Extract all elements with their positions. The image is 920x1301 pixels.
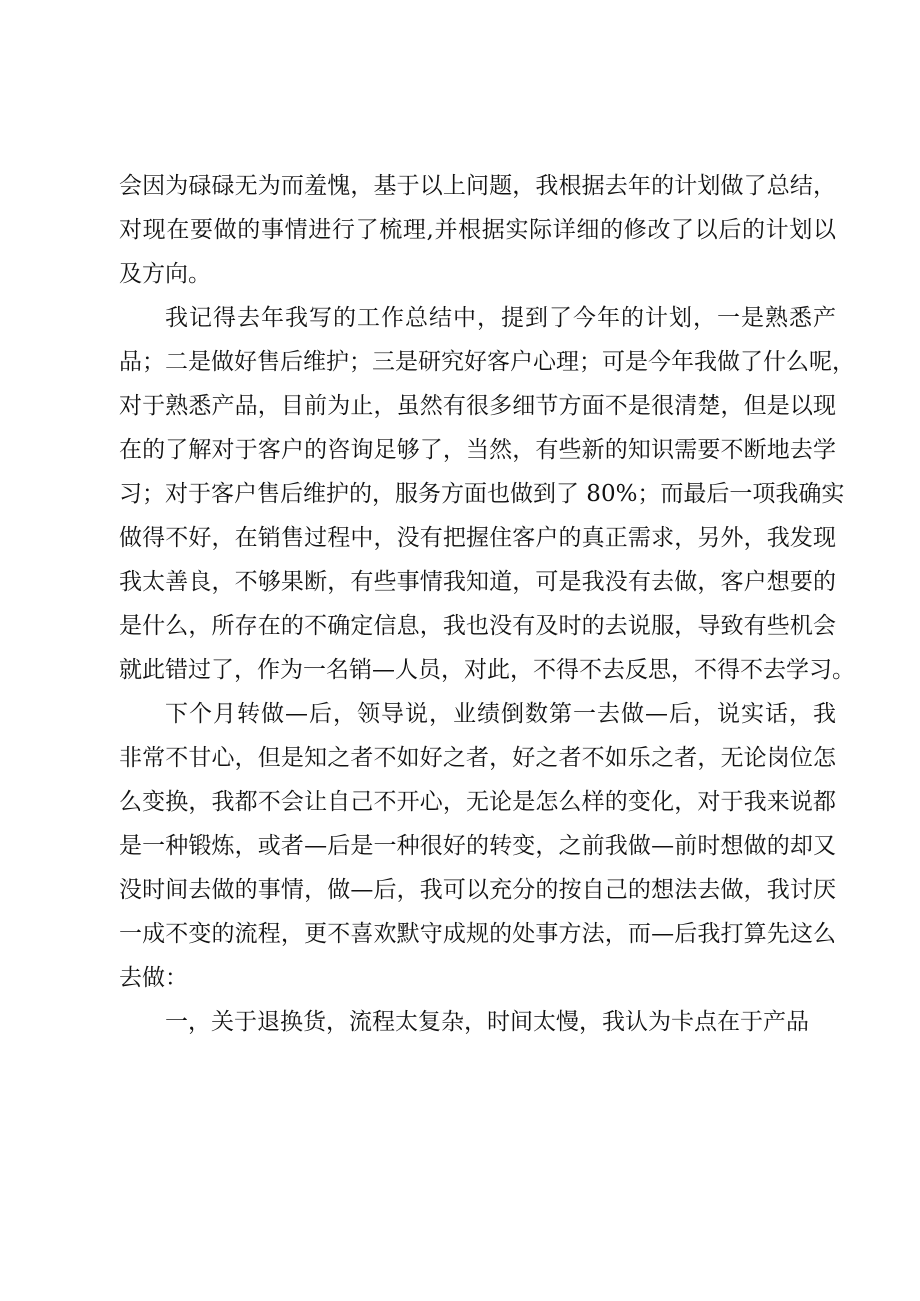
text-line: 对于熟悉产品，目前为止，虽然有很多细节方面不是很清楚，但是以现 (119, 393, 836, 419)
paragraph (119, 164, 836, 296)
text-line: 就此错过了，作为一名销—人员，对此，不得不去反思，不得不去学习。 (119, 657, 855, 683)
text-line: 是一种锻炼，或者—后是一种很好的转变，之前我做—前时想做的却又 (119, 833, 836, 859)
text-line: 我太善良，不够果断，有些事情我知道，可是我没有去做，客户想要的 (119, 569, 836, 595)
text-line: 是什么，所存在的不确定信息，我也没有及时的去说服，导致有些机会 (119, 613, 836, 639)
text-line: 对现在要做的事情进行了梳理,并根据实际详细的修改了以后的计划以 (119, 217, 836, 243)
text-line: 么变换，我都不会让自己不开心，无论是怎么样的变化，对于我来说都 (119, 789, 836, 815)
text-line: 在的了解对于客户的咨询足够了，当然，有些新的知识需要不断地去学 (119, 437, 836, 463)
paragraph (119, 1000, 836, 1044)
document-body (119, 164, 855, 1044)
text-line: 会因为碌碌无为而羞愧，基于以上问题，我根据去年的计划做了总结， (119, 173, 836, 199)
paragraph (119, 692, 836, 1000)
text-line: 下个月转做—后，领导说，业绩倒数第一去做—后，说实话，我 (165, 701, 836, 727)
text-line: 没时间去做的事情，做—后，我可以充分的按自己的想法去做，我讨厌 (119, 877, 836, 903)
text-line: 及方向。 (119, 261, 211, 287)
paragraph (119, 296, 855, 692)
text-line: 去做： (119, 965, 188, 991)
text-line: 做得不好，在销售过程中，没有把握住客户的真正需求，另外，我发现 (119, 525, 836, 551)
text-line: 品；二是做好售后维护；三是研究好客户心理；可是今年我做了什么呢， (119, 349, 855, 375)
text-line: 非常不甘心，但是知之者不如好之者，好之者不如乐之者，无论岗位怎 (119, 745, 836, 771)
text-line: 我记得去年我写的工作总结中，提到了今年的计划，一是熟悉产 (165, 305, 836, 331)
text-line: 一成不变的流程，更不喜欢默守成规的处事方法，而—后我打算先这么 (119, 921, 836, 947)
text-line: 一，关于退换货，流程太复杂，时间太慢，我认为卡点在于产品 (165, 1009, 809, 1035)
text-line: 习；对于客户售后维护的，服务方面也做到了 80%；而最后一项我确实 (119, 481, 845, 507)
